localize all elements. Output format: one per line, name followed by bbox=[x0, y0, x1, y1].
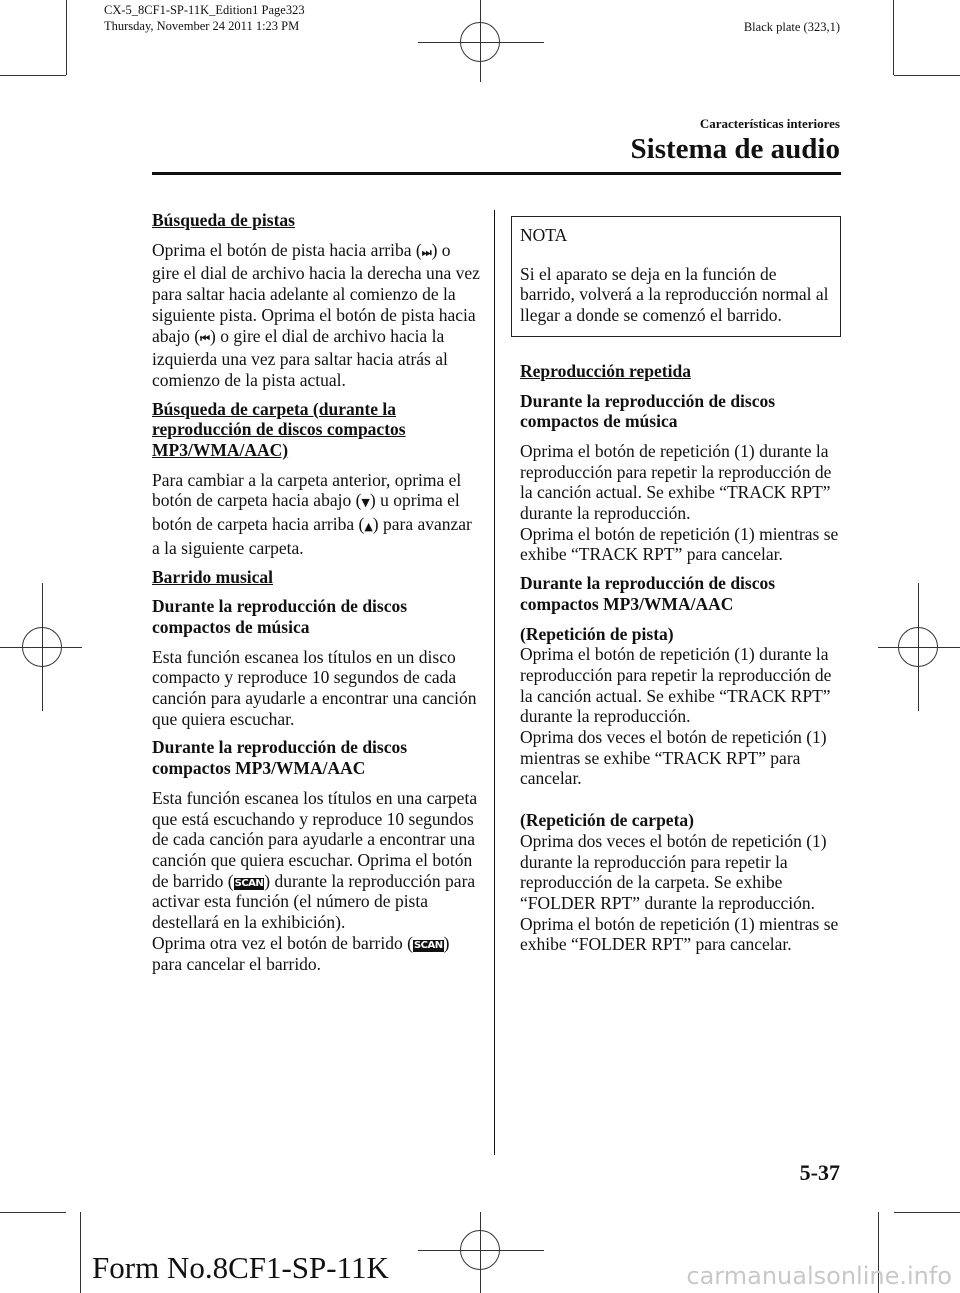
crop-mark-br-h bbox=[894, 1212, 960, 1213]
para-folder-repeat-1: Oprima dos veces el botón de repetición (1) durante la reproducción para repetir la reproducción de la carpeta. Se exhibe “FOLDER RPT” durante la reproducción. bbox=[520, 830, 827, 913]
para-folder-repeat-2: Oprima el botón de repetición (1) mientras se exhibe “FOLDER RPT” para cancelar. bbox=[520, 913, 839, 955]
label-folder-repeat: (Repetición de carpeta) bbox=[520, 810, 694, 831]
header-rule bbox=[152, 172, 841, 175]
track-down-icon: ⏮ bbox=[200, 331, 211, 345]
watermark: carmanualsonline.info bbox=[686, 1262, 952, 1290]
heading-repeat: Reproducción repetida bbox=[520, 360, 691, 381]
slug-line-2: Thursday, November 24 2011 1:23 PM bbox=[104, 19, 300, 33]
crop-mark-tl-h bbox=[0, 75, 66, 76]
note-text: Si el aparato se deja en la función de barrido, volverá a la reproducción normal al llegar a donde se comenzó el barrido. bbox=[520, 263, 829, 326]
left-column bbox=[152, 210, 480, 982]
para-folder-search: Para cambiar a la carpeta anterior, oprima el botón de carpeta hacia abajo (▼) u oprima el botón de carpeta hacia arriba (▲) para avanzar a la siguiente carpeta. bbox=[152, 469, 472, 558]
crop-mark-tr-v bbox=[893, 0, 894, 75]
para-track-search: Oprima el botón de pista hacia arriba (⏭) o gire el dial de archivo hacia la derecha una vez para saltar hacia adelante al comienzo de la siguiente pista. Oprima el botón de pista hacia abajo (⏮) o gire el dial de archivo hacia la izquierda una vez para saltar hacia atrás al comienzo de la pista actual. bbox=[152, 239, 480, 390]
registration-right-circle bbox=[898, 627, 938, 667]
para-repeat-music-1: Oprima el botón de repetición (1) durante la reproducción para repetir la reproducción de la canción actual. Se exhibe “TRACK RPT” durante la reproducción. bbox=[520, 440, 832, 524]
registration-bottom-circle bbox=[460, 1230, 500, 1270]
heading-track-search: Búsqueda de pistas bbox=[152, 210, 295, 230]
para-track-repeat-2: Oprima dos veces el botón de repetición (1) mientras se exhibe “TRACK RPT” para cancelar. bbox=[520, 727, 827, 789]
subheading-music-cd: Durante la reproducción de discos compactos de música bbox=[152, 596, 408, 637]
scan-button-icon-2: SCAN bbox=[413, 939, 443, 951]
para-repeat-music-2: Oprima el botón de repetición (1) mientras se exhibe “TRACK RPT” para cancelar. bbox=[520, 523, 839, 565]
subheading-repeat-music-cd: Durante la reproducción de discos compactos de música bbox=[520, 390, 776, 432]
slug-line-1: CX-5_8CF1-SP-11K_Edition1 Page323 bbox=[104, 3, 305, 17]
page-number: 5-37 bbox=[799, 1160, 840, 1185]
folder-up-icon: ▲ bbox=[364, 520, 373, 534]
track-up-icon: ⏭ bbox=[421, 245, 432, 259]
heading-folder-search: Búsqueda de carpeta (durante la reproducción de discos compactos MP3/WMA/AAC) bbox=[152, 398, 406, 461]
crop-mark-tr-h bbox=[894, 75, 960, 76]
para-track-repeat-1: Oprima el botón de repetición (1) durante la reproducción para repetir la reproducción de la canción actual. Se exhibe “TRACK RPT” durante la reproducción. bbox=[520, 644, 832, 727]
print-slug bbox=[104, 2, 305, 34]
registration-top-circle bbox=[460, 22, 500, 62]
para-mp3-scan: Esta función escanea los títulos en una carpeta que está escuchando y reproduce 10 segundos de cada canción para ayudarle a encontrar una canción que quiera escuchar. Oprima el botón de barrido (SCAN) durante la reproducción para activar esta función (el número de pista destellará en la exhibición). Oprima otra vez el botón de barrido (SCAN) para cancelar el barrido. bbox=[152, 787, 478, 974]
note-title: NOTA bbox=[520, 225, 568, 245]
crop-mark-bl-v bbox=[80, 1212, 81, 1293]
subheading-repeat-mp3-cd: Durante la reproducción de discos compactos MP3/WMA/AAC bbox=[520, 573, 776, 614]
form-number: Form No.8CF1-SP-11K bbox=[92, 1250, 389, 1285]
crop-mark-tl-v bbox=[66, 0, 67, 75]
note-box bbox=[511, 216, 841, 337]
column-divider bbox=[494, 210, 495, 1155]
scan-button-icon: SCAN bbox=[234, 877, 264, 889]
page-title: Sistema de audio bbox=[630, 133, 840, 165]
folder-down-icon: ▼ bbox=[361, 496, 370, 510]
right-column bbox=[511, 216, 841, 963]
para-music-cd: Esta función escanea los títulos en un disco compacto y reproduce 10 segundos de cada canción para ayudarle a encontrar una canción que quiera escuchar. bbox=[152, 646, 477, 729]
heading-music-scan: Barrido musical bbox=[152, 566, 274, 587]
crop-mark-bl-h bbox=[0, 1212, 66, 1213]
label-track-repeat: (Repetición de pista) bbox=[520, 623, 674, 644]
section-label: Características interiores bbox=[699, 116, 840, 131]
plate-label: Black plate (323,1) bbox=[743, 20, 840, 34]
subheading-mp3-cd: Durante la reproducción de discos compactos MP3/WMA/AAC bbox=[152, 737, 408, 779]
registration-left-circle bbox=[22, 627, 62, 667]
